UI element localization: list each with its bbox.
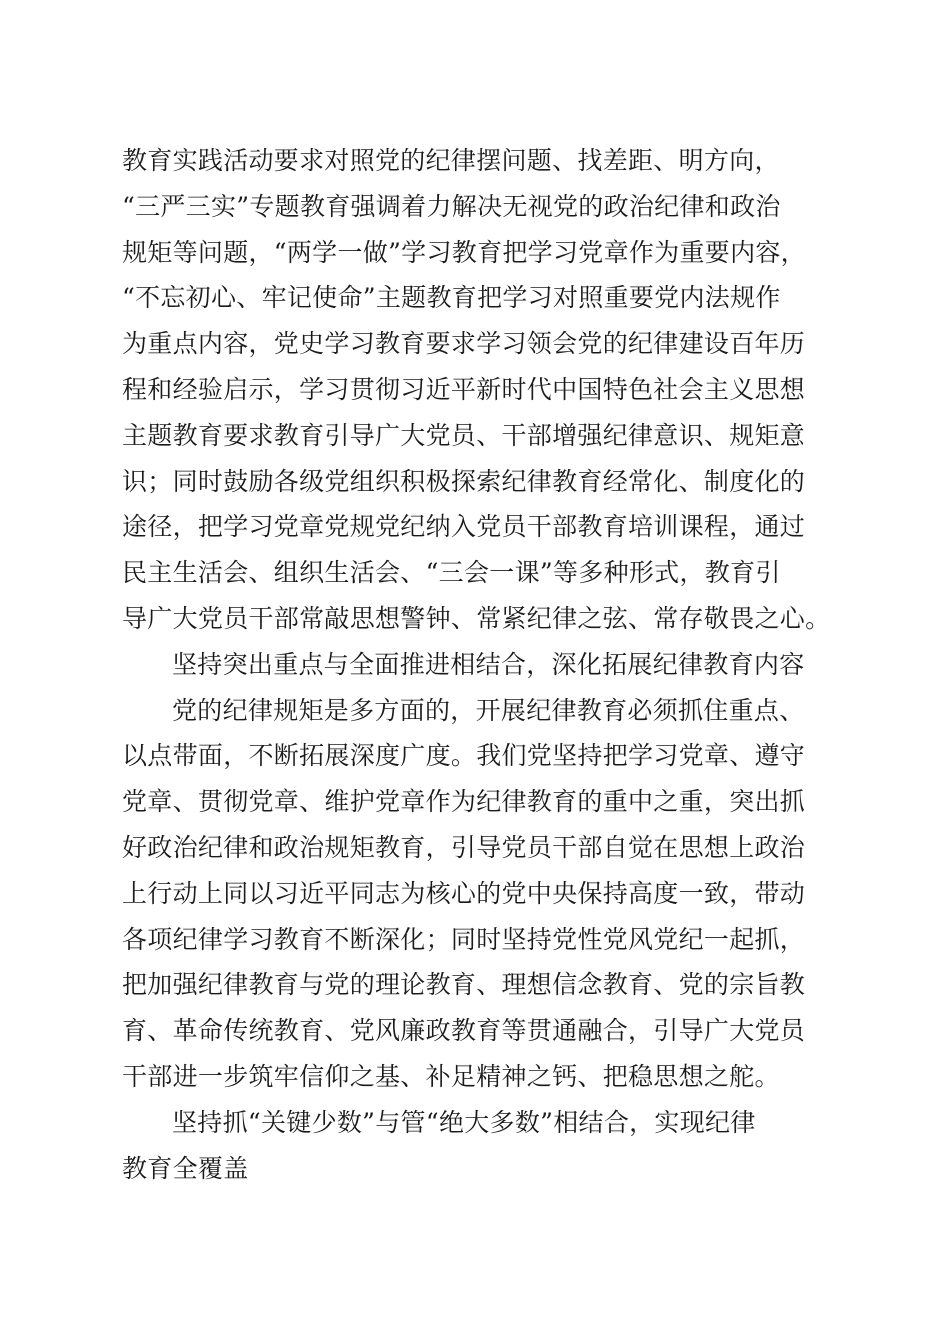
section-heading: 坚持突出重点与全面推进相结合，深化拓展纪律教育内容 — [172, 649, 805, 679]
text-line: 干部进一步筑牢信仰之基、补足精神之钙、把稳思想之舵。 — [122, 1061, 780, 1091]
section-heading: 坚持抓“关键少数”与管“绝大多数”相结合，实现纪律 — [172, 1107, 756, 1137]
text-line: 规矩等问题，“两学一做”学习教育把学习党章作为重要内容， — [122, 237, 806, 267]
text-line: 各项纪律学习教育不断深化；同时坚持党性党风党纪一起抓， — [122, 924, 806, 954]
document-page — [122, 138, 832, 1191]
text-line: 民主生活会、组织生活会、“三会一课”等多种形式，教育引 — [122, 558, 781, 588]
text-line: “不忘初心、牢记使命”主题教育把学习对照重要党内法规作 — [122, 283, 781, 313]
text-line: 途径，把学习党章党规党纪纳入党员干部教育培训课程，通过 — [122, 512, 806, 542]
paragraph-first-line: 党的纪律规矩是多方面的，开展纪律教育必须抓住重点、 — [172, 695, 805, 725]
text-line: 导广大党员干部常敲思想警钟、常紧纪律之弦、常存敬畏之心。 — [122, 603, 831, 633]
text-line: 为重点内容，党史学习教育要求学习领会党的纪律建设百年历 — [122, 329, 806, 359]
text-line: 好政治纪律和政治规矩教育，引导党员干部自觉在思想上政治 — [122, 832, 806, 862]
text-line: 程和经验启示，学习贯彻习近平新时代中国特色社会主义思想 — [122, 374, 806, 404]
text-line: 党章、贯彻党章、维护党章作为纪律教育的重中之重，突出抓 — [122, 787, 806, 817]
text-line: 主题教育要求教育引导广大党员、干部增强纪律意识、规矩意 — [122, 420, 806, 450]
text-line: 以点带面，不断拓展深度广度。我们党坚持把学习党章、遵守 — [122, 741, 806, 771]
text-line: 上行动上同以习近平同志为核心的党中央保持高度一致，带动 — [122, 878, 806, 908]
section-heading-continued: 教育全覆盖 — [122, 1153, 249, 1183]
text-line: 把加强纪律教育与党的理论教育、理想信念教育、党的宗旨教 — [122, 970, 806, 1000]
text-line: 识；同时鼓励各级党组织积极探索纪律教育经常化、制度化的 — [122, 466, 806, 496]
text-line: 教育实践活动要求对照党的纪律摆问题、找差距、明方向， — [122, 146, 780, 175]
text-line: “三严三实”专题教育强调着力解决无视党的政治纪律和政治 — [122, 191, 781, 221]
text-line: 育、革命传统教育、党风廉政教育等贯通融合，引导广大党员 — [122, 1016, 806, 1046]
